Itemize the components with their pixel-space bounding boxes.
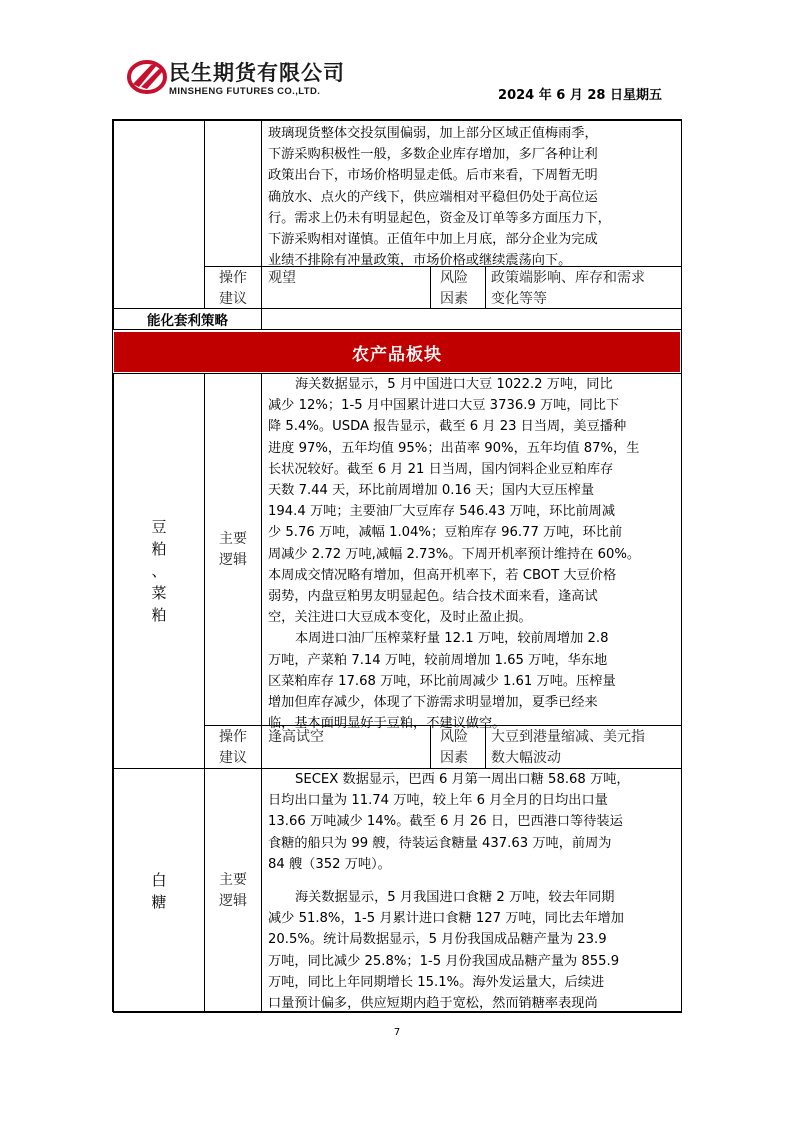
strategy-table xyxy=(112,119,682,1012)
label-line: 风险 xyxy=(440,729,468,745)
label-line: 逻辑 xyxy=(219,892,247,909)
soy-name-cell xyxy=(113,373,205,769)
name-char: 糖 xyxy=(151,892,167,911)
glass-name-cell xyxy=(113,120,205,309)
label-line: 逻辑 xyxy=(219,551,247,568)
text-line: 空，关注进口大豆成本变化，及时止盈止损。 xyxy=(268,610,532,626)
label-line: 建议 xyxy=(219,750,247,766)
energy-arb-label: 能化套利策略 xyxy=(147,313,228,329)
name-char: 、 xyxy=(151,562,167,580)
label-line: 主要 xyxy=(219,871,247,888)
text-line: 84 艘（352 万吨）。 xyxy=(268,856,391,872)
glass-op-label xyxy=(204,266,262,309)
text-line: 本周成交情况略有增加，但高开机率下，若 CBOT 大豆价格 xyxy=(268,567,617,583)
op-value-text: 观望 xyxy=(268,270,296,286)
text-line: 弱势，内盘豆粕男友明显起色。结合技术面来看，逢高试 xyxy=(268,589,598,605)
glass-logic-cell xyxy=(261,120,682,267)
name-char: 白 xyxy=(151,870,167,889)
text-line: 进度 97%，五年均值 95%；出苗率 90%，五年均值 87%，生 xyxy=(268,440,640,456)
text-line: 万吨，同比减少 25.8%；1-5 月份我国成品糖产量为 855.9 xyxy=(268,953,620,969)
text-line: 13.66 万吨减少 14%。截至 6 月 26 日，巴西港口等待装运 xyxy=(268,814,623,830)
risk-line: 数大幅波动 xyxy=(491,750,561,766)
soy-logic-label-cell xyxy=(204,373,262,726)
text-line: 少 5.76 万吨，减幅 1.04%；豆粕库存 96.77 万吨，环比前 xyxy=(268,525,623,541)
text-line: 海关数据显示，5 月我国进口食糖 2 万吨，较去年同期 xyxy=(295,890,615,906)
label-line: 建议 xyxy=(219,291,247,307)
soy-logic-cell xyxy=(261,373,682,732)
soy-op-label xyxy=(204,725,262,769)
logo-english-name: MINSHENG FUTURES CO.,LTD. xyxy=(169,86,321,97)
name-char: 菜 xyxy=(151,584,167,602)
text-line: 区菜粕库存 17.68 万吨，环比前周减少 1.61 万吨。压榨量 xyxy=(268,673,616,689)
name-char: 豆 xyxy=(151,518,167,536)
text-line: 增加但库存减少，体现了下游需求明显增加，夏季已经来 xyxy=(268,695,598,711)
energy-arb-label-cell xyxy=(113,308,262,330)
text-line: 海关数据显示，5 月中国进口大豆 1022.2 万吨，同比 xyxy=(295,377,613,392)
text-line: 天数 7.44 天，环比前周增加 0.16 天；国内大豆压榨量 xyxy=(268,483,595,499)
risk-line: 变化等等 xyxy=(491,291,547,307)
text-line: 行。需求上仍未有明显起色，资金及订单等多方面压力下， xyxy=(268,210,611,226)
text-line: 长状况较好。截至 6 月 21 日当周，国内饲料企业豆粕库存 xyxy=(268,461,614,477)
label-line: 主要 xyxy=(219,530,247,547)
text-line: 食糖的船只为 99 艘，待装运食糖量 437.63 万吨，前周为 xyxy=(268,835,612,851)
label-line: 因素 xyxy=(440,750,468,766)
text-line: 20.5%。统计局数据显示，5 月份我国成品糖产量为 23.9 xyxy=(268,932,607,948)
label-line: 风险 xyxy=(440,270,468,286)
label-line: 操作 xyxy=(219,729,247,745)
name-char: 粕 xyxy=(151,606,167,624)
label-line: 操作 xyxy=(219,270,247,286)
paragraph-gap xyxy=(268,875,681,887)
sugar-logic-label-cell xyxy=(204,768,262,1013)
text-line: 万吨，同比上年同期增长 15.1%。海外发运量大，后续进 xyxy=(268,974,605,990)
text-line: 减少 12%；1-5 月中国累计进口大豆 3736.9 万吨，同比下 xyxy=(268,398,620,414)
text-line: 临，基本面明显好于豆粕，不建议做空。 xyxy=(268,716,506,732)
glass-logic-label-cell xyxy=(204,120,262,267)
text-line: 玻璃现货整体交投氛围偏弱，加上部分区域正值梅雨季， xyxy=(268,126,598,141)
sugar-logic-cell xyxy=(261,768,682,1013)
text-line: 日均出口量为 11.74 万吨，较上年 6 月全月的日均出口量 xyxy=(268,793,608,809)
company-logo xyxy=(127,55,367,103)
sugar-name-cell xyxy=(113,768,205,1013)
text-line: 业绩不排除有冲量政策，市场价格或继续震荡向下。 xyxy=(268,253,572,269)
agri-section-banner: 农产品板块 xyxy=(114,332,680,372)
glass-risk-label xyxy=(430,266,486,309)
minsheng-logo-icon xyxy=(127,57,167,95)
glass-risk-value xyxy=(485,266,682,309)
text-line: 降 5.4%。USDA 报告显示，截至 6 月 23 日当周，美豆播种 xyxy=(268,419,627,435)
energy-arb-value-cell xyxy=(261,308,682,330)
text-line: 194.4 万吨；主要油厂大豆库存 546.43 万吨，环比前周减 xyxy=(268,504,616,520)
text-line: 下游采购积极性一般，多数企业库存增加，多厂各种让利 xyxy=(268,147,598,163)
glass-op-value xyxy=(261,266,431,309)
text-line: 确放水、点火的产线下，供应端相对平稳但仍处于高位运 xyxy=(268,189,598,205)
page-number: 7 xyxy=(393,1027,401,1038)
text-line: 万吨，产菜粕 7.14 万吨，较前周增加 1.65 万吨，华东地 xyxy=(268,652,608,668)
text-line: 下游采购相对谨慎。正值年中加上月底，部分企业为完成 xyxy=(268,232,598,248)
risk-line: 政策端影响、库存和需求 xyxy=(491,270,645,286)
label-line: 因素 xyxy=(440,291,468,307)
logo-chinese-name: 民生期货有限公司 xyxy=(169,61,345,85)
risk-line: 大豆到港量缩减、美元指 xyxy=(491,729,645,745)
text-line: 周减少 2.72 万吨,减幅 2.73%。下周开机率预计维持在 60%。 xyxy=(268,546,641,562)
text-line: 减少 51.8%，1-5 月累计进口食糖 127 万吨，同比去年增加 xyxy=(268,911,624,927)
soy-risk-label xyxy=(430,725,486,769)
text-line: 本周进口油厂压榨菜籽量 12.1 万吨，较前周增加 2.8 xyxy=(295,631,609,647)
name-char: 粕 xyxy=(151,540,167,558)
soy-op-value xyxy=(261,725,431,769)
report-date: 2024 年 6 月 28 日星期五 xyxy=(498,88,662,103)
text-line: 政策出台下，市场价格明显走低。后市来看，下周暂无明 xyxy=(268,168,598,184)
op-value-text: 逢高试空 xyxy=(268,729,324,745)
soy-risk-value xyxy=(485,725,682,769)
text-line: SECEX 数据显示，巴西 6 月第一周出口糖 58.68 万吨， xyxy=(295,772,630,787)
text-line: 口量预计偏多，供应短期内趋于宽松，然而销糖率表现尚 xyxy=(268,996,598,1012)
